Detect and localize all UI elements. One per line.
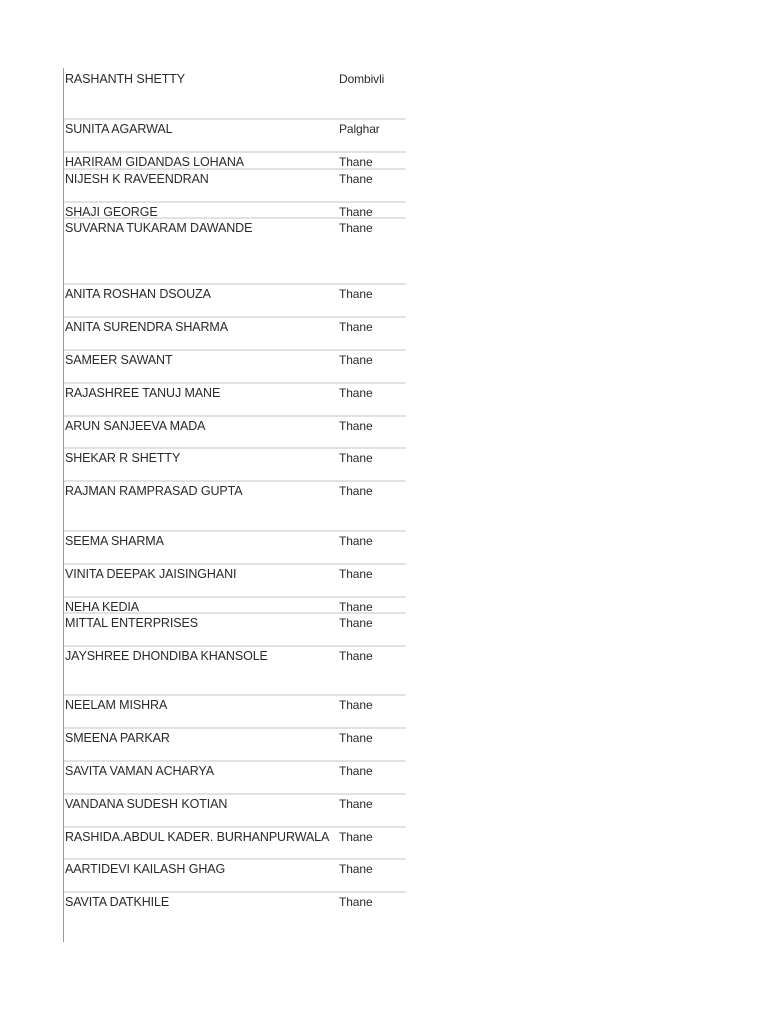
table-row: [64, 565, 406, 598]
city-cell: Thane: [339, 649, 373, 663]
city-cell: Thane: [339, 731, 373, 745]
table-row: [64, 219, 406, 285]
city-cell: Thane: [339, 172, 373, 186]
name-cell: SHEKAR R SHETTY: [65, 451, 181, 465]
city-cell: Thane: [339, 353, 373, 367]
city-cell: Thane: [339, 797, 373, 811]
table-row: [64, 647, 406, 696]
name-cell: SUNITA AGARWAL: [65, 122, 173, 136]
name-cell: AARTIDEVI KAILASH GHAG: [65, 862, 226, 876]
table-row: [64, 449, 406, 482]
city-cell: Thane: [339, 895, 373, 909]
table-row: [64, 417, 406, 449]
name-cell: SAVITA DATKHILE: [65, 895, 170, 909]
city-cell: Thane: [339, 764, 373, 778]
name-cell: RAJMAN RAMPRASAD GUPTA: [65, 484, 243, 498]
name-cell: JAYSHREE DHONDIBA KHANSOLE: [65, 649, 268, 663]
table-row: [64, 351, 406, 384]
name-cell: ANITA ROSHAN DSOUZA: [65, 287, 211, 301]
table-row: [64, 532, 406, 565]
table-row: [64, 893, 406, 933]
city-cell: Dombivli: [339, 72, 385, 86]
table-row: [64, 828, 406, 860]
table-row: [64, 762, 406, 795]
city-cell: Thane: [339, 205, 373, 219]
name-cell: HARIRAM GIDANDAS LOHANA: [65, 155, 244, 169]
city-cell: Thane: [339, 484, 373, 498]
name-cell: MITTAL ENTERPRISES: [65, 616, 198, 630]
name-cell: SAVITA VAMAN ACHARYA: [65, 764, 214, 778]
name-cell: NIJESH K RAVEENDRAN: [65, 172, 209, 186]
city-cell: Thane: [339, 862, 373, 876]
table-row: [64, 614, 406, 647]
table-row: [64, 598, 406, 614]
name-cell: SMEENA PARKAR: [65, 731, 170, 745]
city-cell: Thane: [339, 155, 373, 169]
table-row: [64, 170, 406, 203]
city-cell: Thane: [339, 451, 373, 465]
table-row: [64, 120, 406, 153]
name-cell: SAMEER SAWANT: [65, 353, 173, 367]
city-cell: Thane: [339, 221, 373, 235]
name-cell: VANDANA SUDESH KOTIAN: [65, 797, 228, 811]
name-cell: RASHANTH SHETTY: [65, 72, 186, 86]
city-cell: Thane: [339, 320, 373, 334]
city-cell: Thane: [339, 600, 373, 614]
name-cell: NEELAM MISHRA: [65, 698, 168, 712]
name-cell: VINITA DEEPAK JAISINGHANI: [65, 567, 237, 581]
table-row: [64, 860, 406, 893]
table-row: [64, 285, 406, 318]
table-row: [64, 70, 406, 120]
spreadsheet-table: [63, 68, 406, 942]
name-cell: SEEMA SHARMA: [65, 534, 164, 548]
table-row: [64, 384, 406, 417]
table-row: [64, 729, 406, 762]
table-row: [64, 696, 406, 729]
city-cell: Thane: [339, 287, 373, 301]
city-cell: Thane: [339, 698, 373, 712]
name-cell: SHAJI GEORGE: [65, 205, 158, 219]
table-row: [64, 482, 406, 532]
name-cell: ARUN SANJEEVA MADA: [65, 419, 206, 433]
city-cell: Palghar: [339, 122, 380, 136]
name-cell: ANITA SURENDRA SHARMA: [65, 320, 228, 334]
city-cell: Thane: [339, 567, 373, 581]
table-row: [64, 318, 406, 351]
city-cell: Thane: [339, 419, 373, 433]
city-cell: Thane: [339, 386, 373, 400]
city-cell: Thane: [339, 616, 373, 630]
city-cell: Thane: [339, 534, 373, 548]
city-cell: Thane: [339, 830, 373, 844]
name-cell: RAJASHREE TANUJ MANE: [65, 386, 221, 400]
table-row: [64, 153, 406, 170]
name-cell: RASHIDA.ABDUL KADER. BURHANPURWALA: [65, 830, 330, 844]
name-cell: NEHA KEDIA: [65, 600, 140, 614]
table-row: [64, 203, 406, 219]
table-row: [64, 795, 406, 828]
name-cell: SUVARNA TUKARAM DAWANDE: [65, 221, 253, 235]
